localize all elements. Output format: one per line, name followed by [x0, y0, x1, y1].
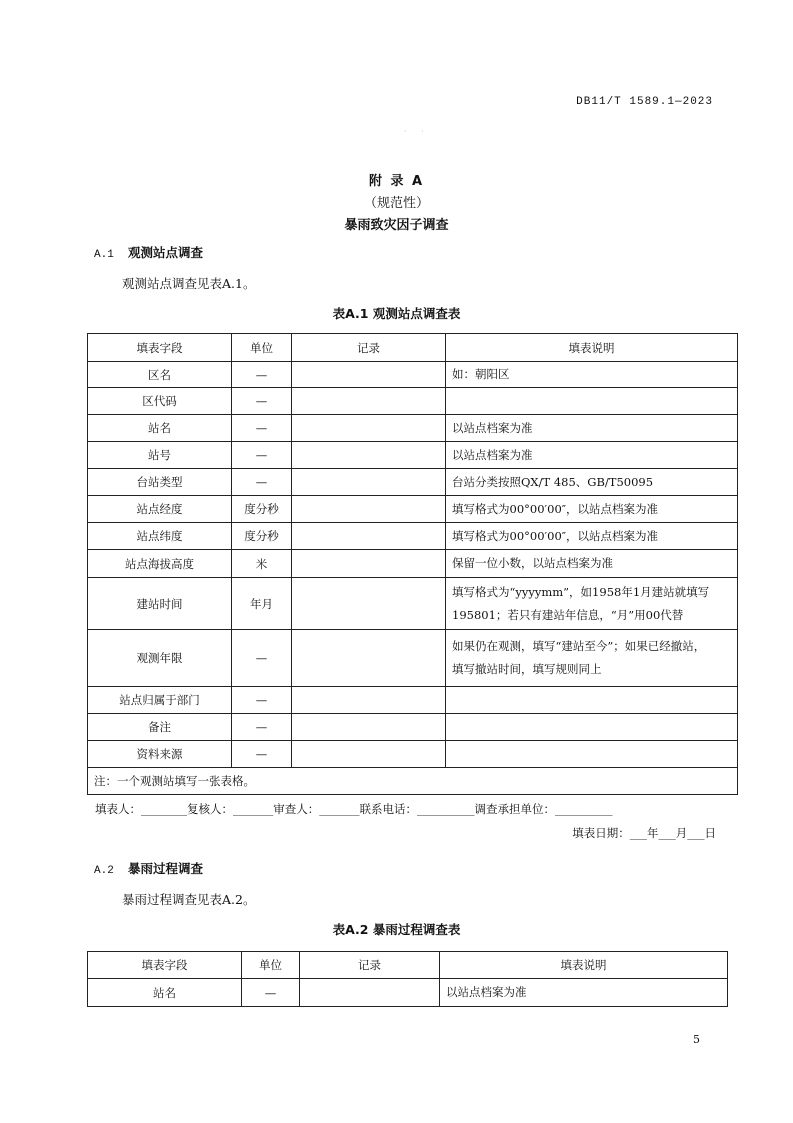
note-line: 如果仍在观测，填写“建站至今”；如果已经撤站，	[452, 639, 706, 653]
table-footnote: 注：一个观测站填写一张表格。	[88, 768, 738, 795]
cell-note: 填写格式为00°00′00″，以站点档案为准	[446, 496, 738, 523]
cell-field: 建站时间	[88, 578, 232, 630]
cell-record[interactable]	[292, 714, 446, 741]
table-row	[88, 469, 738, 496]
cell-record[interactable]	[292, 630, 446, 687]
table-row	[88, 687, 738, 714]
cell-note	[446, 578, 738, 630]
fill-in-line: 填表人：________复核人：_______审查人：_______联系电话：__________调查承担单位：__________	[95, 802, 613, 816]
header-note: 填表说明	[446, 334, 738, 362]
cell-unit: 度分秒	[232, 496, 292, 523]
cell-unit: —	[232, 741, 292, 768]
faint-marks: · ·	[404, 127, 430, 136]
cell-note: 以站点档案为准	[446, 415, 738, 442]
header-unit: 单位	[232, 334, 292, 362]
cell-unit: —	[232, 714, 292, 741]
cell-field: 区名	[88, 362, 232, 388]
cell-note	[446, 630, 738, 687]
cell-note: 保留一位小数，以站点档案为准	[446, 550, 738, 578]
cell-unit: —	[232, 415, 292, 442]
table-header-row	[88, 334, 738, 362]
cell-note: 填写格式为00°00′00″，以站点档案为准	[446, 523, 738, 550]
cell-note: 台站分类按照QX/T 485、GB/T50095	[446, 469, 738, 496]
cell-unit: —	[232, 687, 292, 714]
section-a1-heading	[94, 243, 203, 261]
cell-unit: —	[232, 630, 292, 687]
table-row	[88, 496, 738, 523]
cell-record[interactable]	[292, 362, 446, 388]
table-a1	[87, 333, 738, 795]
note-line: 填写撤站时间，填写规则同上	[452, 662, 602, 676]
table-row	[88, 415, 738, 442]
document-code: DB11/T 1589.1—2023	[576, 96, 713, 108]
cell-field: 站点海拔高度	[88, 550, 232, 578]
cell-unit: 米	[232, 550, 292, 578]
cell-note	[446, 388, 738, 415]
cell-field: 站点纬度	[88, 523, 232, 550]
section-number: A.2	[94, 865, 114, 877]
header-record: 记录	[292, 334, 446, 362]
appendix-subject: 暴雨致灾因子调查	[344, 218, 449, 233]
cell-note: 以站点档案为准	[446, 442, 738, 469]
cell-field: 资料来源	[88, 741, 232, 768]
cell-record[interactable]	[292, 687, 446, 714]
cell-note	[446, 714, 738, 741]
cell-field: 观测年限	[88, 630, 232, 687]
table-row	[88, 362, 738, 388]
cell-unit: 度分秒	[232, 523, 292, 550]
cell-field: 备注	[88, 714, 232, 741]
cell-record[interactable]	[292, 741, 446, 768]
table-row	[88, 550, 738, 578]
table-a2	[87, 951, 728, 1007]
cell-record[interactable]	[292, 442, 446, 469]
cell-field: 区代码	[88, 388, 232, 415]
note-line: 195801；若只有建站年信息，“月”用00代替	[452, 607, 684, 622]
cell-note: 如：朝阳区	[446, 362, 738, 388]
table-header-row	[88, 952, 728, 979]
table-a1-caption: 表A.1 观测站点调查表	[332, 306, 461, 321]
table-a2-caption: 表A.2 暴雨过程调查表	[332, 922, 461, 937]
header-field: 填表字段	[88, 952, 242, 979]
header-note: 填表说明	[440, 952, 728, 979]
table-row	[88, 741, 738, 768]
cell-field: 站点归属于部门	[88, 687, 232, 714]
table-row	[88, 388, 738, 415]
cell-field: 站号	[88, 442, 232, 469]
cell-record[interactable]	[292, 578, 446, 630]
section-a1-intro: 观测站点调查见表A.1。	[122, 276, 256, 291]
table-row	[88, 523, 738, 550]
header-field: 填表字段	[88, 334, 232, 362]
cell-record[interactable]	[292, 415, 446, 442]
section-title: 暴雨过程调查	[127, 861, 203, 876]
note-line: 填写格式为“yyyymm”，如1958年1月建站就填写	[452, 584, 710, 599]
cell-note: 以站点档案为准	[440, 979, 728, 1007]
appendix-nature: （规范性）	[363, 196, 429, 211]
table-row	[88, 442, 738, 469]
cell-record[interactable]	[292, 523, 446, 550]
cell-record[interactable]	[292, 496, 446, 523]
cell-unit: —	[242, 979, 300, 1007]
cell-record[interactable]	[300, 979, 440, 1007]
cell-unit: —	[232, 469, 292, 496]
page-number: 5	[693, 1033, 700, 1046]
cell-unit: —	[232, 362, 292, 388]
cell-note	[446, 741, 738, 768]
section-number: A.1	[94, 249, 114, 261]
table-row	[88, 979, 728, 1007]
cell-unit: 年月	[232, 578, 292, 630]
fill-date: 填表日期：___年___月___日	[572, 826, 716, 840]
section-a2-intro: 暴雨过程调查见表A.2。	[122, 892, 256, 907]
section-title: 观测站点调查	[127, 245, 203, 260]
table-row	[88, 630, 738, 687]
table-footnote-row	[88, 768, 738, 795]
cell-field: 站点经度	[88, 496, 232, 523]
header-unit: 单位	[242, 952, 300, 979]
cell-field: 台站类型	[88, 469, 232, 496]
cell-record[interactable]	[292, 469, 446, 496]
section-a2-heading	[94, 859, 203, 877]
cell-record[interactable]	[292, 388, 446, 415]
table-row	[88, 578, 738, 630]
cell-unit: —	[232, 442, 292, 469]
header-record: 记录	[300, 952, 440, 979]
cell-note	[446, 687, 738, 714]
appendix-title: 附 录 A	[368, 174, 425, 189]
cell-field: 站名	[88, 415, 232, 442]
table-row	[88, 714, 738, 741]
cell-unit: —	[232, 388, 292, 415]
cell-field: 站名	[88, 979, 242, 1007]
cell-record[interactable]	[292, 550, 446, 578]
